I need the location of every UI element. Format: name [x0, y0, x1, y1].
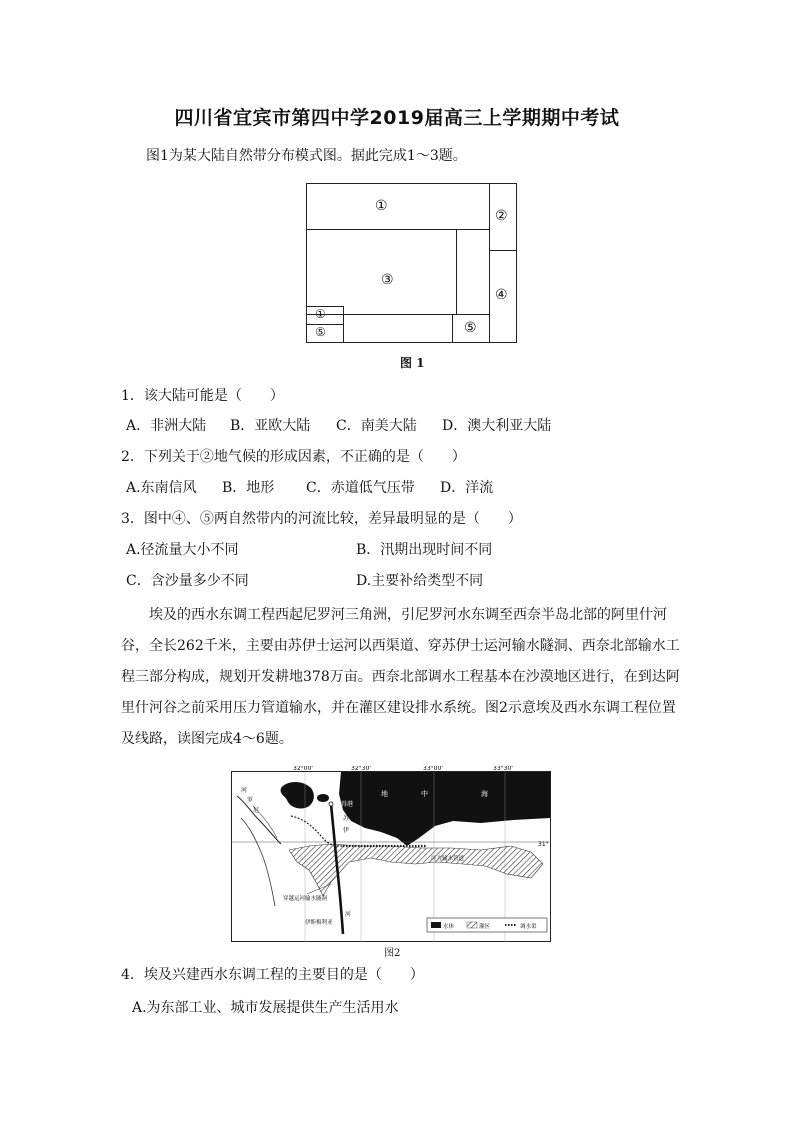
q2-option-c: C．赤道低气压带	[306, 480, 415, 496]
q1-option-d: D．澳大利亚大陆	[442, 418, 552, 434]
label-zone-2: ②	[495, 208, 508, 224]
lat-label: 31°	[538, 841, 549, 848]
port-said-label: 塞得港	[335, 801, 354, 808]
legend-canal-label: 调水渠	[520, 924, 537, 930]
river-label: 河	[241, 787, 248, 794]
q3-option-d: D.主要补给类型不同	[356, 573, 484, 589]
passage-line: 里什河谷之前采用压力管道输水，并在灌区建设排水系统。图2示意埃及西水东调工程位置	[121, 700, 676, 716]
q3-option-b: B．汛期出现时间不同	[356, 542, 493, 558]
question-4-stem: 4．埃及兴建西水东调工程的主要目的是（ ）	[121, 967, 424, 983]
question-3-stem: 3．图中④、⑤两自然带内的河流比较，差异最明显的是（ ）	[121, 511, 522, 527]
pipeline-label: 压力输水管道	[431, 856, 465, 862]
figure-1-caption: 图 1	[400, 356, 425, 370]
label-zone-5-right: ⑤	[464, 320, 477, 336]
legend-water-label: 水体	[443, 924, 455, 930]
q2-option-d: D．洋流	[440, 480, 494, 496]
q2-option-a: A.东南信风	[126, 480, 197, 496]
label-zone-4: ④	[495, 287, 508, 303]
label-zone-1-small: ①	[315, 307, 326, 321]
q4-option-a: A.为东部工业、城市发展提供生产生活用水	[132, 1000, 399, 1016]
canal-label: 河	[345, 911, 352, 918]
label-zone-1: ①	[375, 198, 388, 214]
zone-1-top	[306, 183, 490, 230]
page-title: 四川省宜宾市第四中学2019届高三上学期期中考试	[174, 107, 620, 129]
q3-option-c: C．含沙量多少不同	[126, 573, 249, 589]
ismailia-label: 伊斯梅利亚	[305, 920, 333, 926]
legend-irrigation-swatch	[467, 922, 477, 928]
q1-option-b: B．亚欧大陆	[230, 418, 311, 434]
river-label: 罗	[247, 797, 254, 804]
label-zone-5-small: ⑤	[315, 325, 326, 339]
lon-label: 33°30'	[493, 766, 513, 772]
q1-option-c: C．南美大陆	[336, 418, 417, 434]
canal-label: 苏	[343, 815, 350, 822]
lake-small	[317, 794, 329, 802]
passage-line: 程三部分构成，规划开发耕地378万亩。西奈北部调水工程基本在沙漠地区进行，在到达阿	[121, 669, 680, 685]
figure-2-map	[231, 766, 551, 942]
lon-label: 32°30'	[351, 766, 371, 772]
intro-text-1: 图1为某大陆自然带分布模式图。据此完成1～3题。	[146, 148, 467, 164]
figure-1-diagram	[306, 183, 517, 343]
passage-line: 及线路，读图完成4～6题。	[121, 731, 293, 747]
legend-irrigation-label: 灌区	[479, 924, 491, 930]
passage-line: 埃及的西水东调工程西起尼罗河三角洲，引尼罗河水东调至西奈半岛北部的阿里什河	[121, 607, 667, 623]
question-2-stem: 2．下列关于②地气候的形成因素，不正确的是（ ）	[121, 449, 466, 465]
sea-label: 海	[481, 790, 488, 798]
q1-option-a: A．非洲大陆	[126, 418, 207, 434]
figure-2-caption: 图2	[384, 948, 401, 959]
q3-option-a: A.径流量大小不同	[126, 542, 239, 558]
question-1-stem: 1．该大陆可能是（ ）	[121, 388, 284, 404]
passage-line: 谷，全长262千米，主要由苏伊士运河以西渠道、穿苏伊士运河输水隧洞、西奈北部输水工	[121, 638, 680, 654]
q2-option-b: B．地形	[222, 480, 275, 496]
sea-label: 中	[421, 790, 428, 798]
lon-label: 32°00'	[293, 766, 313, 772]
legend-water-swatch	[431, 922, 441, 928]
label-zone-3: ③	[381, 272, 394, 288]
tunnel-label: 穿越运河输水隧洞	[283, 896, 328, 902]
sea-label: 地	[381, 790, 388, 798]
port-said-marker	[329, 802, 333, 806]
river-label: 尼	[253, 807, 260, 814]
canal-label: 伊	[343, 827, 350, 834]
passage	[121, 600, 681, 755]
lon-label: 33°00'	[423, 766, 443, 772]
